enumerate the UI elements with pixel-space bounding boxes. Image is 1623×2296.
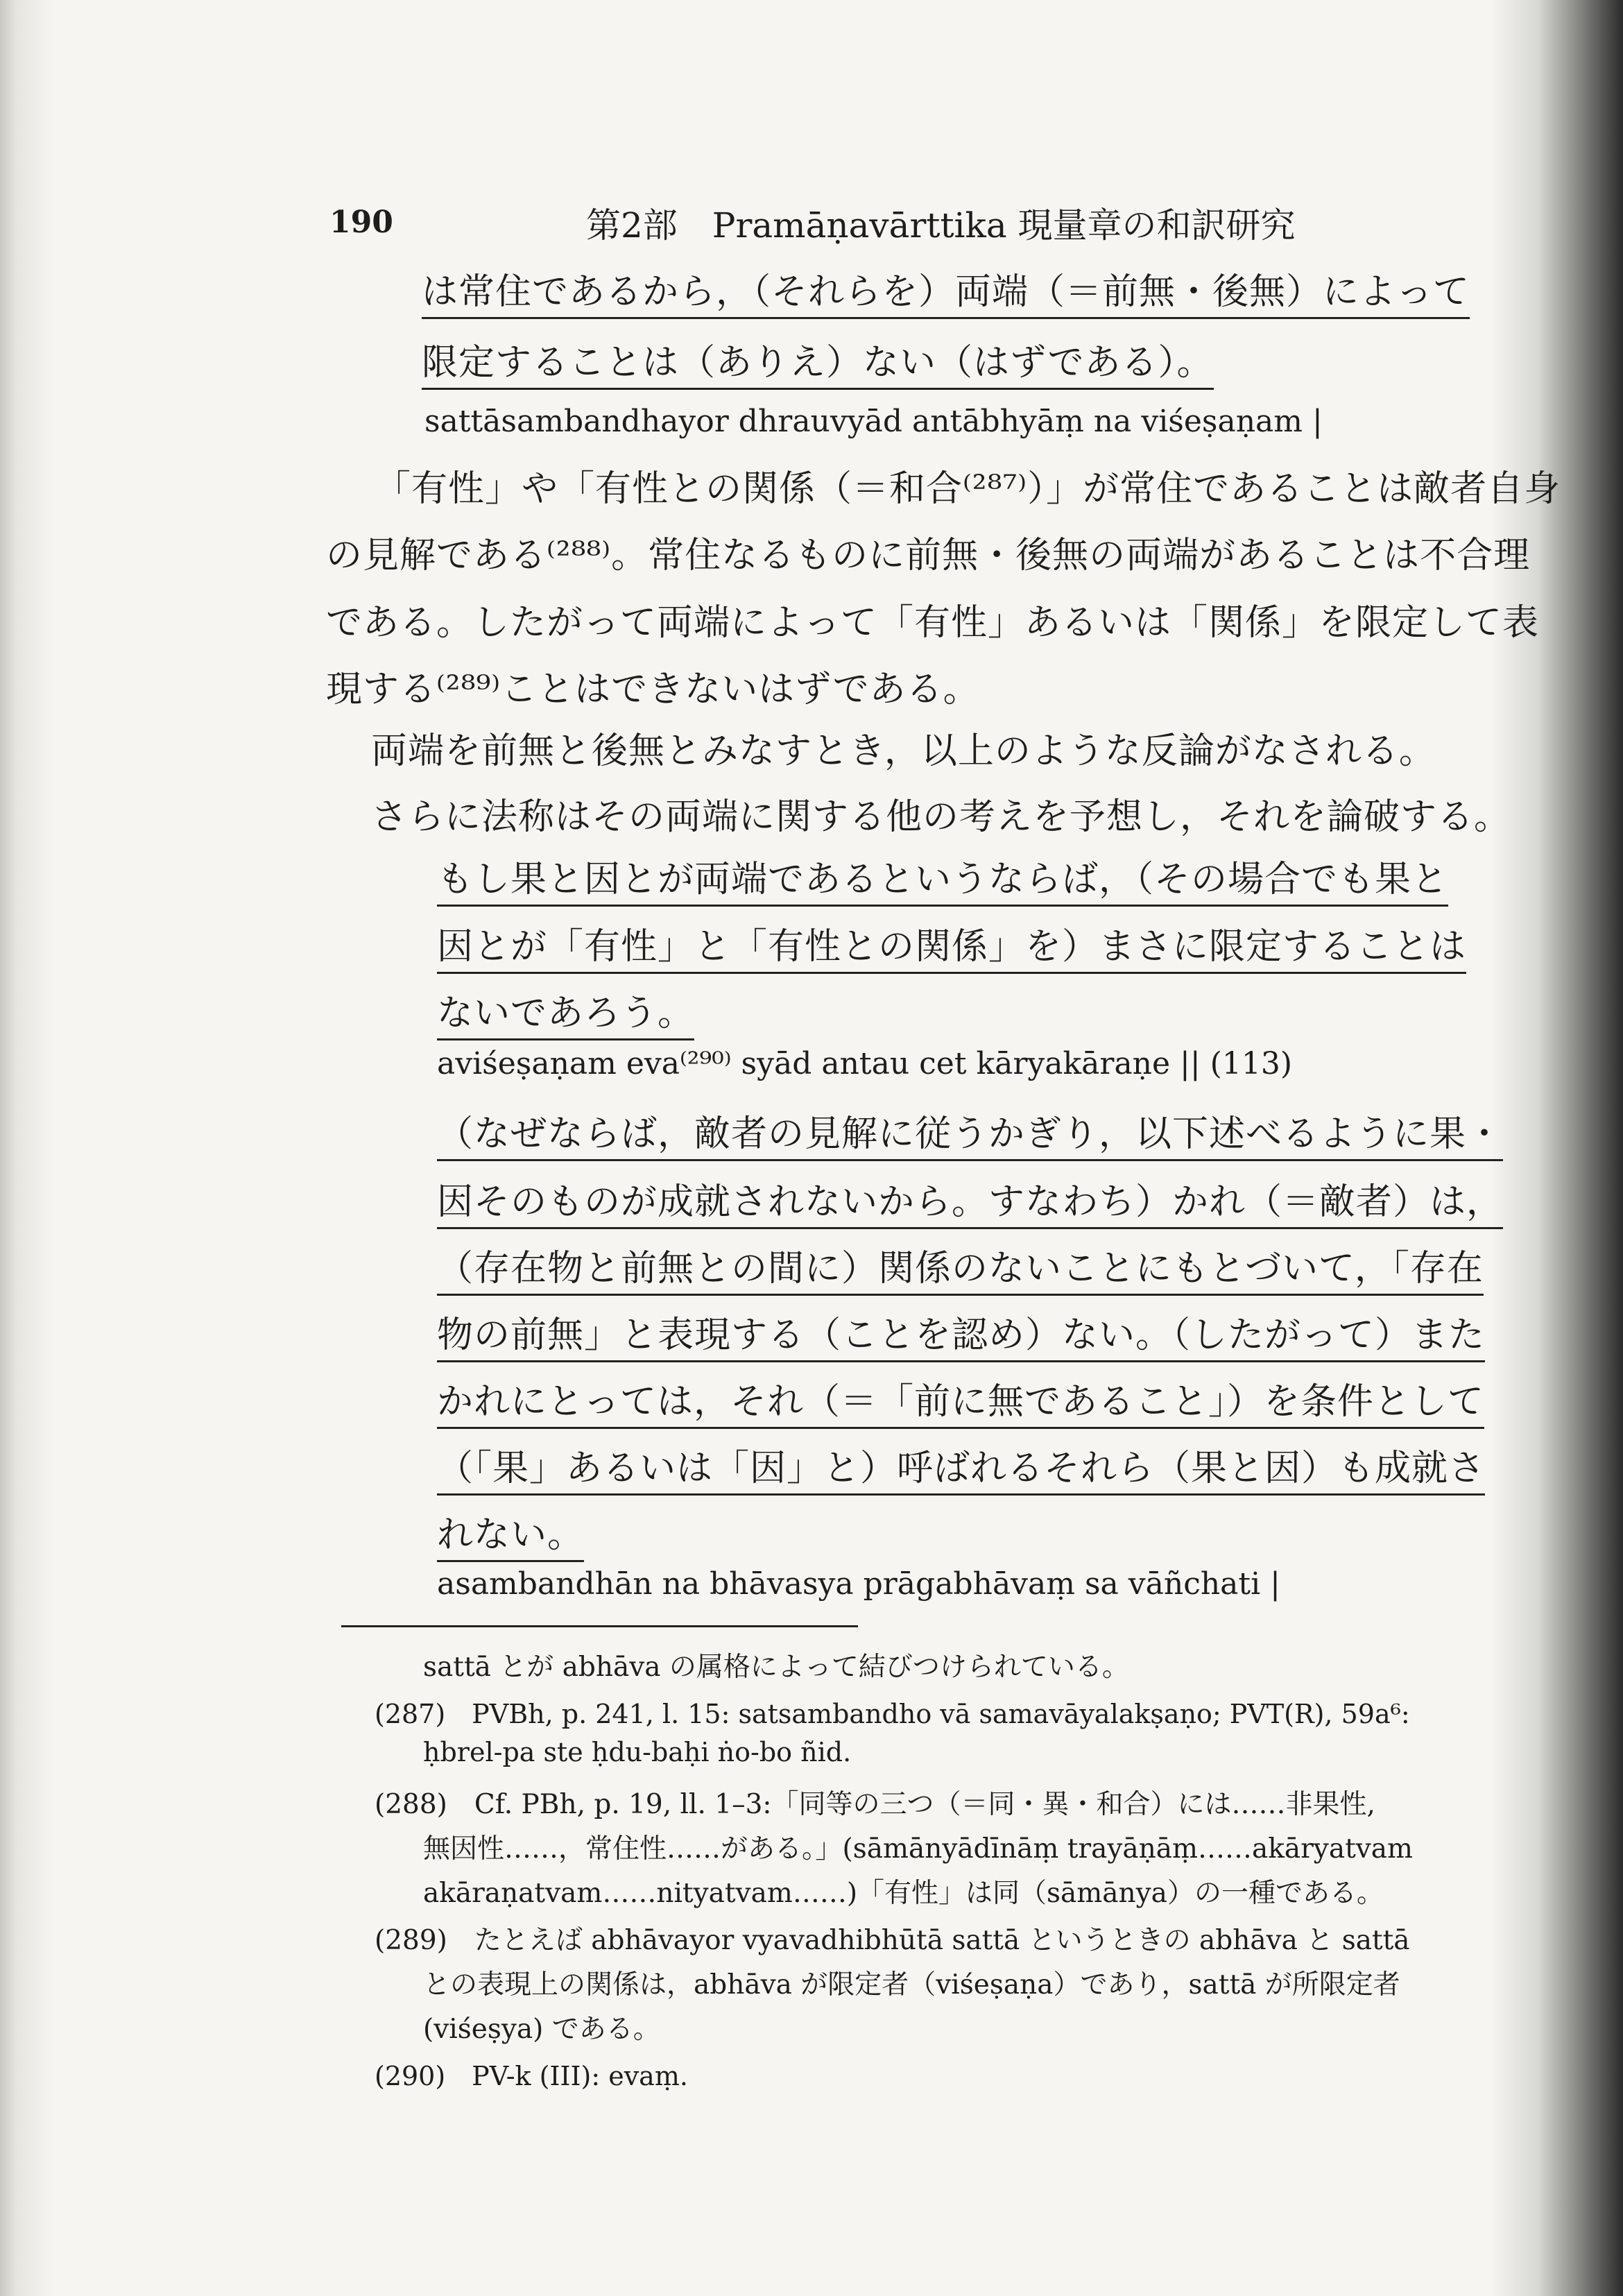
commentary-line-6: さらに法称はその両端に関する他の考えを予想し，それを論破する。 [371, 796, 1511, 838]
footnote-288-continuation-2: akāraṇatvam……nityatvam……)「有性」は同（sāmānya）の一種である。 [423, 1878, 1384, 1909]
running-header-title: 第2部 Pramāṇavārttika 現量章の和訳研究 [586, 205, 1296, 246]
verse-translation-line-4: 因とが「有性」と「有性との関係」を）まさに限定することは [437, 917, 1466, 974]
verse-translation-line-11: （「果」あるいは「因」と）呼ばれるそれら（果と因）も成就さ [437, 1439, 1485, 1496]
footnote-separator-rule [341, 1625, 858, 1627]
footnote-288-continuation-1: 無因性……，常住性……がある。」(sāmānyādīnāṃ trayāṇāṃ……akāryatvam [423, 1833, 1414, 1865]
footnote-289-continuation-1: との表現上の関係は，abhāva が限定者（viśeṣaṇa）であり，sattā が所限定者 [423, 1969, 1400, 2001]
commentary-line-2: の見解である⁽²⁸⁸⁾。常住なるものに前無・後無の両端があることは不合理 [326, 535, 1531, 576]
footnote-287: (287) PVBh, p. 241, l. 15: satsambandho vā samavāyalakṣaṇo; PVT(R), 59a⁶: [375, 1699, 1410, 1729]
page-left-edge-shadow [0, 0, 55, 2296]
footnote-289: (289) たとえば abhāvayor vyavadhibhūtā sattā というときの abhāva と sattā [375, 1925, 1410, 1956]
page-number: 190 [329, 205, 393, 240]
footnote-290: (290) PV-k (III): evaṃ. [375, 2061, 688, 2091]
sanskrit-verse-line: sattāsambandhayor dhrauvyād antābhyāṃ na viśeṣaṇam | [424, 404, 1323, 439]
commentary-line-1: 「有性」や「有性との関係（＝和合⁽²⁸⁷⁾）」が常住であることは敵者自身 [375, 468, 1561, 510]
footnote-287-continuation: ḥbrel-pa ste ḥdu-baḥi ṅo-bo ñid. [423, 1737, 852, 1767]
sanskrit-verse-line: aviśeṣaṇam eva⁽²⁹⁰⁾ syād antau cet kāryakāraṇe || (113) [437, 1046, 1292, 1081]
verse-translation-line-10: かれにとっては，それ（＝「前に無であること」）を条件として [437, 1372, 1484, 1429]
verse-translation-line-9: 物の前無」と表現する（ことを認め）ない。（したがって）また [437, 1305, 1485, 1362]
verse-translation-line-3: もし果と因とが両端であるというならば，（その場合でも果と [437, 850, 1448, 907]
footnote-289-continuation-2: (viśeṣya) である。 [423, 2014, 660, 2045]
verse-translation-line-12: れない。 [437, 1505, 584, 1562]
page-right-edge-shadow [1491, 0, 1623, 2296]
commentary-line-5: 両端を前無と後無とみなすとき，以上のような反論がなされる。 [371, 730, 1436, 772]
sanskrit-verse-line: asambandhān na bhāvasya prāgabhāvaṃ sa vāñchati | [437, 1566, 1280, 1602]
commentary-line-4: 現する⁽²⁸⁹⁾ことはできないはずである。 [326, 669, 980, 710]
verse-translation-line-2: 限定することは（ありえ）ない（はずである）。 [422, 333, 1214, 390]
commentary-line-3: である。したがって両端によって「有性」あるいは「関係」を限定して表 [326, 602, 1540, 644]
verse-translation-line-7: 因そのものが成就されないから。すなわち）かれ（＝敵者）は， [437, 1172, 1503, 1229]
verse-translation-line-5: ないであろう。 [437, 984, 694, 1040]
verse-translation-line-1: は常住であるから，（それらを）両端（＝前無・後無）によって [422, 262, 1470, 319]
verse-translation-line-6: （なぜならば，敵者の見解に従うかぎり，以下述べるように果・ [437, 1104, 1503, 1161]
footnote-continuation: sattā とが abhāva の属格によって結びつけられている。 [423, 1652, 1129, 1683]
footnote-288: (288) Cf. PBh, p. 19, ll. 1–3:「同等の三つ（＝同・異・和合）には……非果性, [375, 1789, 1375, 1820]
verse-translation-line-8: （存在物と前無との間に）関係のないことにもとづいて，「存在 [437, 1239, 1484, 1296]
